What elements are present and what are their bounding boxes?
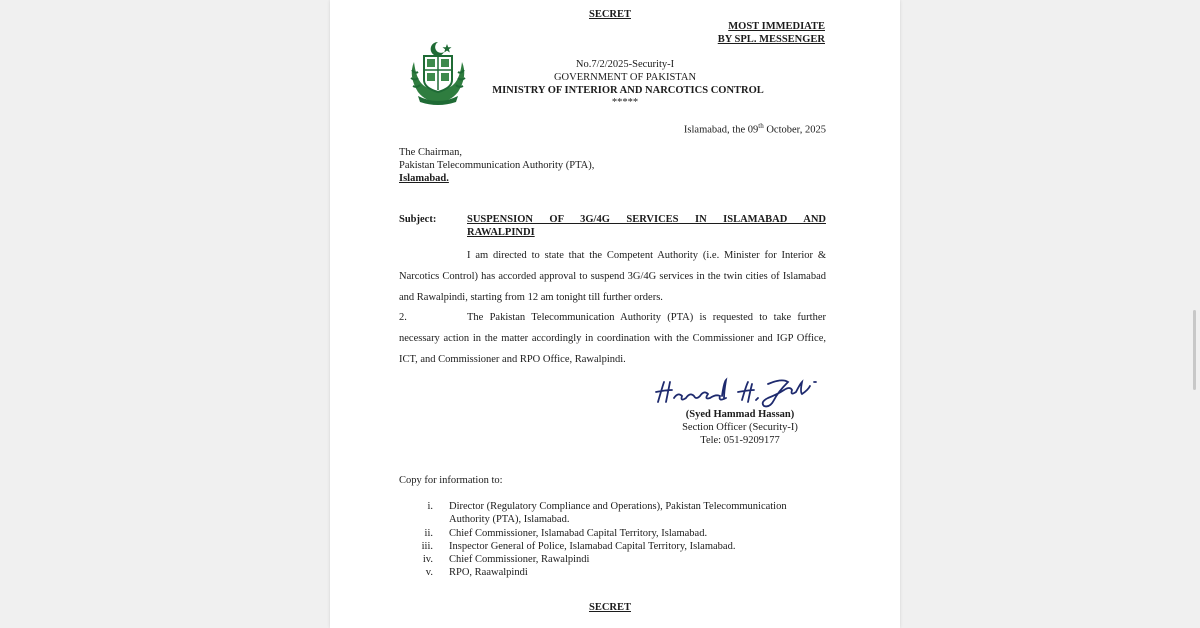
paragraph-2-number: 2. bbox=[399, 312, 407, 323]
pakistan-state-emblem-icon bbox=[408, 40, 468, 106]
letter-date: Islamabad, the 09th October, 2025 bbox=[683, 122, 826, 136]
priority-line-1: MOST IMMEDIATE bbox=[728, 21, 825, 32]
signatory-designation: Section Officer (Security-I) bbox=[682, 422, 798, 433]
copy-item-text-continued: Authority (PTA), Islamabad. bbox=[449, 514, 570, 525]
copy-item-number: iv. bbox=[422, 554, 433, 565]
stars-separator: ***** bbox=[611, 97, 639, 108]
copy-item-text: Chief Commissioner, Islamabad Capital Territory, Islamabad. bbox=[449, 528, 708, 539]
classification-top: SECRET bbox=[588, 9, 631, 20]
addressee-line-1: The Chairman, bbox=[399, 147, 462, 158]
body-paragraph-1: I am directed to state that the Competent Authority (i.e. Minister for Interior & Narcotics Control) has accorded approval to suspend 3G/4G services in the twin cities of Islamabad and Rawalpindi, starting from 12 am tonight till further orders. bbox=[399, 250, 826, 303]
copy-item-number: iii. bbox=[421, 541, 433, 552]
copy-heading: Copy for information to: bbox=[399, 475, 503, 486]
ministry-line: MINISTRY OF INTERIOR AND NARCOTICS CONTROL bbox=[492, 85, 764, 96]
copy-item-text: RPO, Raawalpindi bbox=[449, 567, 528, 578]
copy-item-number: ii. bbox=[424, 528, 433, 539]
signatory-telephone: Tele: 051-9209177 bbox=[700, 435, 780, 446]
priority-line-2: BY SPL. MESSENGER bbox=[717, 34, 825, 45]
copy-item-text: Inspector General of Police, Islamabad Capital Territory, Islamabad. bbox=[449, 541, 736, 552]
classification-bottom: SECRET bbox=[588, 602, 631, 613]
subject-line-2: RAWALPINDI bbox=[467, 227, 535, 238]
body-paragraph-2: The Pakistan Telecommunication Authority (PTA) is requested to take further necessary action in the matter accordingly in coordination with the Commissioner and IGP Office, ICT, and Commissioner and RPO Office, Rawalpindi. bbox=[399, 312, 826, 365]
copy-item-text: Chief Commissioner, Rawalpindi bbox=[449, 554, 590, 565]
government-line: GOVERNMENT OF PAKISTAN bbox=[553, 72, 697, 83]
copy-item-number: v. bbox=[425, 567, 433, 578]
copy-item-number: i. bbox=[427, 501, 433, 512]
signatory-name: (Syed Hammad Hassan) bbox=[685, 409, 795, 420]
addressee-line-3: Islamabad. bbox=[399, 173, 449, 184]
reference-number: No.7/2/2025-Security-I bbox=[575, 59, 675, 70]
handwritten-signature bbox=[650, 376, 830, 410]
copy-item-text: Director (Regulatory Compliance and Operations), Pakistan Telecommunication bbox=[449, 501, 787, 512]
scrollbar-thumb[interactable] bbox=[1193, 310, 1196, 390]
addressee-line-2: Pakistan Telecommunication Authority (PTA), bbox=[399, 160, 595, 171]
subject-line-1: SUSPENSION OF 3G/4G SERVICES IN ISLAMABAD AND bbox=[467, 214, 826, 225]
subject-label: Subject: bbox=[399, 214, 437, 225]
